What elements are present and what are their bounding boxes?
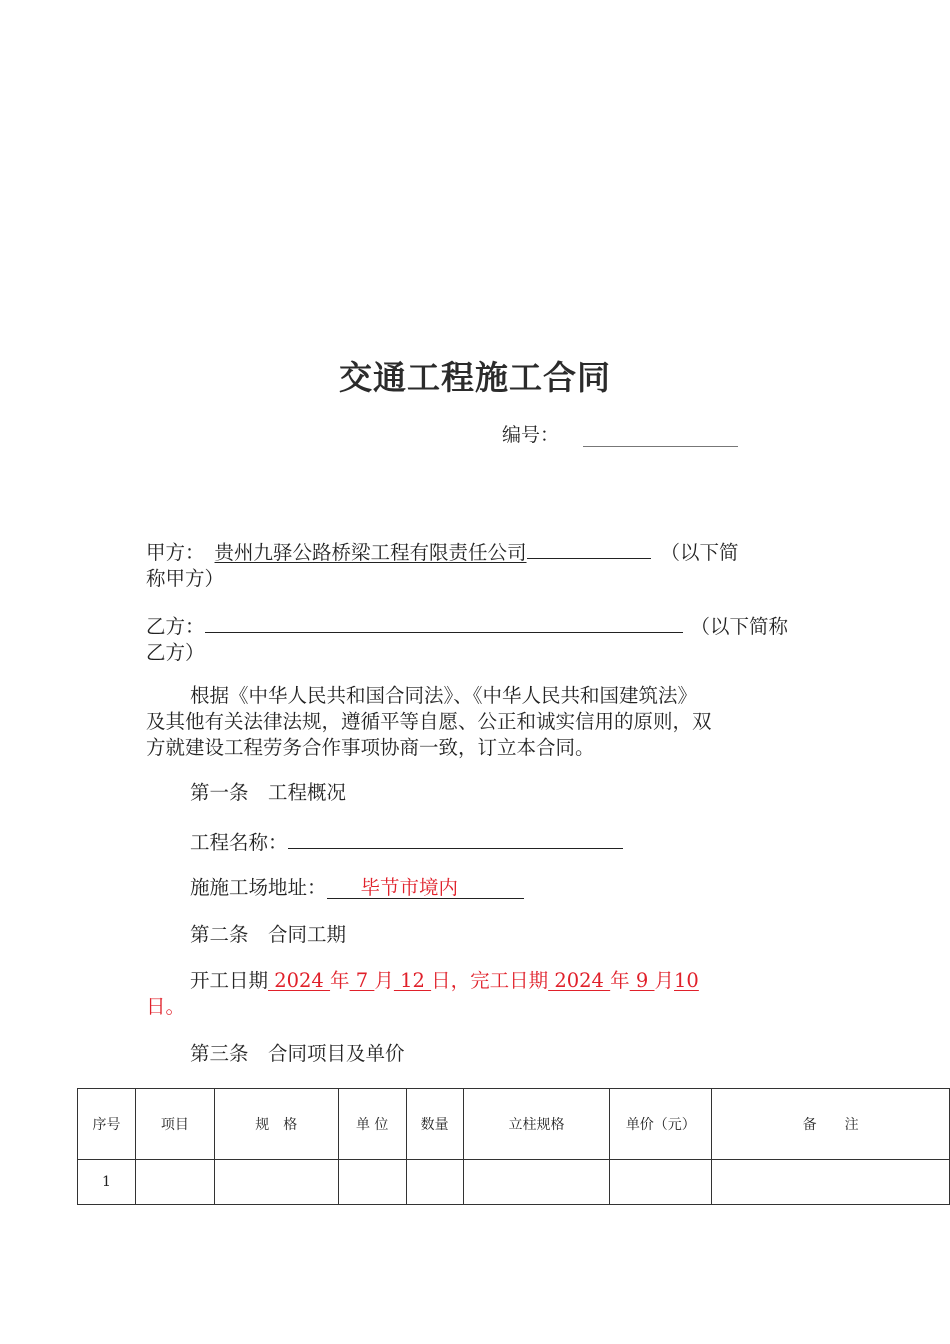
- cell-quantity[interactable]: [406, 1160, 463, 1205]
- start-month-unit: 月: [374, 969, 394, 992]
- start-year[interactable]: 2024: [268, 969, 331, 992]
- end-year[interactable]: 2024: [548, 969, 611, 992]
- start-day-unit: 日，: [431, 969, 471, 992]
- end-year-unit: 年: [610, 969, 630, 992]
- header-quantity: 数量: [406, 1089, 463, 1160]
- project-name-field[interactable]: [288, 828, 623, 849]
- party-a-label: 甲方：: [146, 541, 205, 564]
- article-2-heading: 第二条 合同工期: [190, 923, 347, 946]
- intro-line-3: 方就建设工程劳务合作事项协商一致，订立本合同。: [146, 736, 595, 759]
- end-day-unit: 日。: [146, 995, 186, 1018]
- party-a-suffix-cont: 称甲方）: [146, 567, 225, 590]
- party-a-suffix: （以下简: [660, 541, 739, 564]
- party-a-blank[interactable]: [527, 538, 651, 559]
- article-3-heading: 第三条 合同项目及单价: [190, 1042, 405, 1065]
- header-unit-price: 单价（元）: [610, 1089, 712, 1160]
- price-table: [77, 1088, 950, 1205]
- header-spec: 规 格: [214, 1089, 338, 1160]
- project-name-label: 工程名称：: [190, 831, 288, 854]
- party-b-paragraph: [146, 612, 806, 666]
- start-day[interactable]: 12: [393, 969, 432, 992]
- site-address-field[interactable]: [327, 878, 525, 899]
- end-month[interactable]: 9: [629, 969, 655, 992]
- table-header-row: [78, 1089, 950, 1160]
- start-year-unit: 年: [330, 969, 350, 992]
- contract-number-field[interactable]: [583, 426, 738, 447]
- site-address-row: [146, 875, 850, 901]
- site-address-value: 毕节市境内: [360, 876, 459, 899]
- party-b-suffix: （以下简称: [690, 615, 789, 638]
- intro-line-2: 及其他有关法律法规，遵循平等自愿、公正和诚实信用的原则，双: [146, 710, 712, 733]
- end-day[interactable]: 10: [674, 969, 699, 992]
- cell-index: 1: [78, 1160, 136, 1205]
- contract-number-label: 编号：: [502, 424, 560, 446]
- table-row: [78, 1160, 950, 1205]
- site-address-label: 施施工场地址：: [190, 876, 327, 899]
- start-month[interactable]: 7: [349, 969, 375, 992]
- header-column-spec: 立柱规格: [463, 1089, 610, 1160]
- cell-item[interactable]: [135, 1160, 214, 1205]
- party-b-suffix-cont: 乙方）: [146, 641, 205, 664]
- article-1-heading: 第一条 工程概况: [190, 781, 347, 804]
- header-index: 序号: [78, 1089, 136, 1160]
- header-remarks: 备 注: [712, 1089, 950, 1160]
- cell-remarks[interactable]: [712, 1160, 950, 1205]
- intro-line-1: 根据《中华人民共和国合同法》、《中华人民共和国建筑法》: [190, 684, 698, 707]
- cell-unit-price[interactable]: [610, 1160, 712, 1205]
- end-date-label: 完工日期: [470, 969, 549, 992]
- cell-spec[interactable]: [214, 1160, 338, 1205]
- party-b-label: 乙方：: [146, 615, 205, 638]
- schedule-paragraph: [146, 968, 806, 1020]
- header-unit: 单 位: [338, 1089, 406, 1160]
- party-a-name[interactable]: 贵州九驿公路桥梁工程有限责任公司: [214, 541, 527, 564]
- party-b-field[interactable]: [205, 612, 683, 633]
- end-month-unit: 月: [654, 969, 675, 992]
- cell-column-spec[interactable]: [463, 1160, 610, 1205]
- header-item: 项目: [135, 1089, 214, 1160]
- project-name-row: [146, 828, 850, 856]
- contract-number-row: [502, 420, 738, 447]
- party-a-paragraph: [146, 538, 806, 592]
- document-title: 交通工程施工合同: [339, 358, 611, 397]
- cell-unit[interactable]: [338, 1160, 406, 1205]
- intro-paragraph: [146, 683, 806, 761]
- start-date-label: 开工日期: [190, 969, 269, 992]
